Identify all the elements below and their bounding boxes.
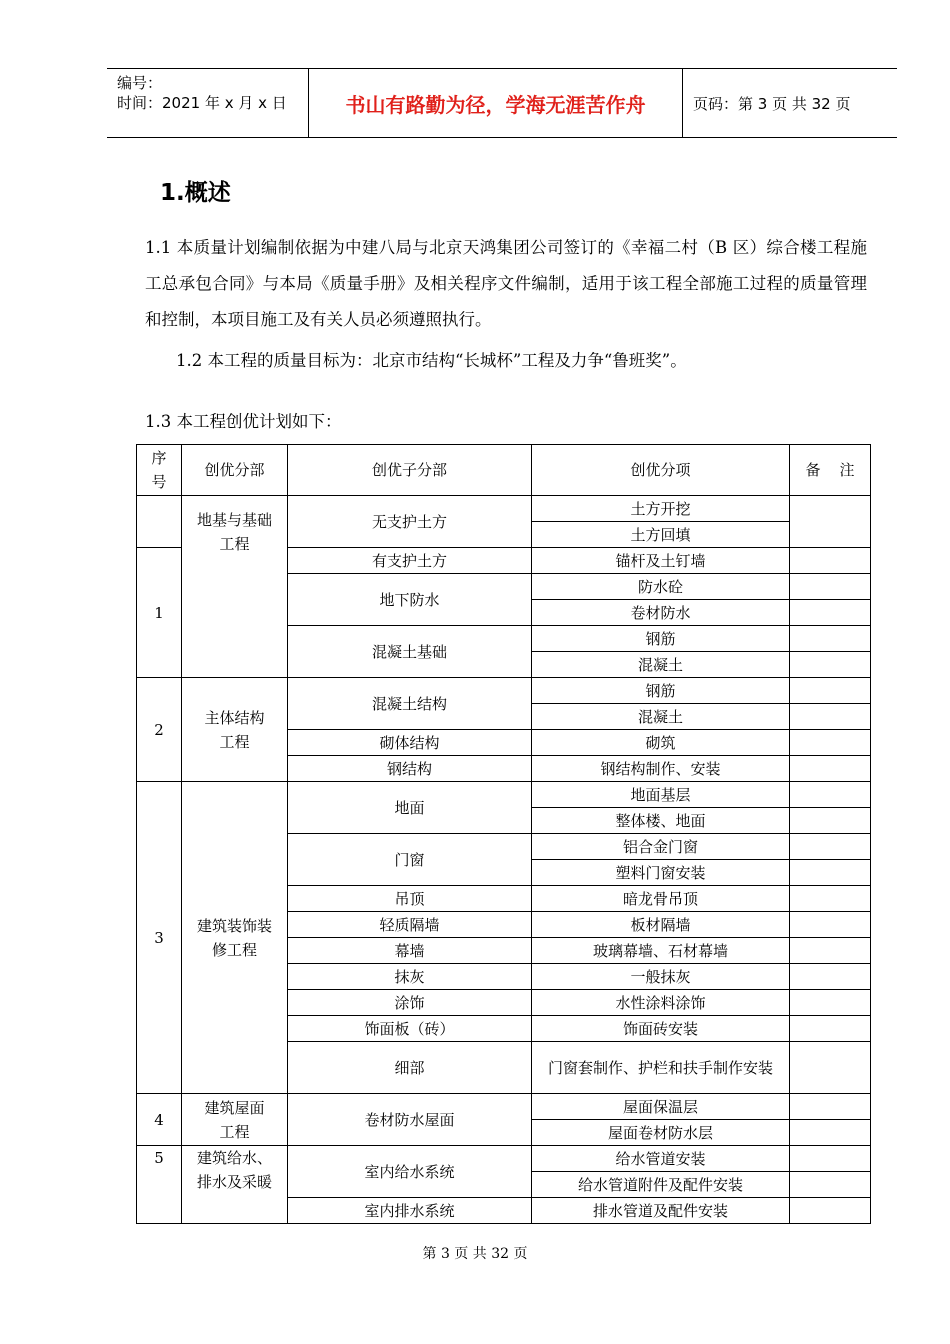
group-division xyxy=(182,782,288,1094)
item-cell: 排水管道及配件安装 xyxy=(532,1198,790,1224)
header-meta xyxy=(107,69,309,137)
remark-cell xyxy=(790,1016,871,1042)
subdivision-cell: 轻质隔墙 xyxy=(288,912,532,938)
time-label: 时间：2021 年 x 月 x 日 xyxy=(117,94,287,112)
remark-cell xyxy=(790,600,871,626)
remark-cell xyxy=(790,626,871,652)
subdivision-cell: 砌体结构 xyxy=(288,730,532,756)
group-no: 3 xyxy=(137,782,182,1094)
group-division xyxy=(182,1146,288,1224)
header-page-info: 页码：第 3 页 共 32 页 xyxy=(693,94,851,113)
group-no: 4 xyxy=(137,1094,182,1146)
remark-cell xyxy=(790,652,871,678)
division-label: 地基与基础工程 xyxy=(196,511,272,553)
subdivision-cell: 抹灰 xyxy=(288,964,532,990)
subdivision-cell: 混凝土结构 xyxy=(288,678,532,730)
item-cell: 玻璃幕墙、石材幕墙 xyxy=(532,938,790,964)
remark-cell xyxy=(790,1146,871,1172)
subdivision-cell: 细部 xyxy=(288,1042,532,1094)
division-label: 建筑给水、排水及采暖 xyxy=(196,1149,272,1191)
page-footer: 第 3 页 共 32 页 xyxy=(422,1246,528,1262)
table-row xyxy=(137,496,871,522)
item-cell: 一般抹灰 xyxy=(532,964,790,990)
item-cell: 锚杆及土钉墙 xyxy=(532,548,790,574)
paragraph-1-2: 1.2 本工程的质量目标为：北京市结构“长城杯”工程及力争“鲁班奖”。 xyxy=(176,351,687,370)
remark-cell xyxy=(790,990,871,1016)
item-cell: 板材隔墙 xyxy=(532,912,790,938)
item-cell: 铝合金门窗 xyxy=(532,834,790,860)
item-cell: 土方开挖 xyxy=(532,496,790,522)
item-cell: 混凝土 xyxy=(532,704,790,730)
division-label: 建筑装饰装修工程 xyxy=(196,916,272,959)
subdivision-cell: 室内排水系统 xyxy=(288,1198,532,1224)
paragraph-1-1: 1.1 本质量计划编制依据为中建八局与北京天鸿集团公司签订的《幸福二村（B 区）综合楼工程施工总承包合同》与本局《质量手册》及相关程序文件编制，适用于该工程全部施工过程的质量管理和控制，本项目施工及有关人员必须遵照执行。 xyxy=(145,238,867,329)
item-cell: 地面基层 xyxy=(532,782,790,808)
remark-cell xyxy=(790,782,871,808)
subdivision-cell: 饰面板（砖） xyxy=(288,1016,532,1042)
subdivision-cell: 钢结构 xyxy=(288,756,532,782)
group-division xyxy=(182,1094,288,1146)
item-cell: 卷材防水 xyxy=(532,600,790,626)
remark-cell xyxy=(790,1172,871,1198)
group-no: 2 xyxy=(137,678,182,782)
remark-cell xyxy=(790,730,871,756)
item-cell: 门窗套制作、护栏和扶手制作安装 xyxy=(532,1042,790,1094)
subdivision-cell: 混凝土基础 xyxy=(288,626,532,678)
table-row xyxy=(137,1146,871,1172)
group-no xyxy=(137,1146,182,1224)
item-cell: 饰面砖安装 xyxy=(532,1016,790,1042)
subdivision-cell: 吊顶 xyxy=(288,886,532,912)
division-label: 建筑屋面工程 xyxy=(204,1098,265,1141)
remark-cell xyxy=(790,964,871,990)
remark-cell xyxy=(790,678,871,704)
item-cell: 暗龙骨吊顶 xyxy=(532,886,790,912)
header-remark: 备 注 xyxy=(790,445,871,496)
header-no: 序号 xyxy=(137,445,182,496)
remark-cell xyxy=(790,1094,871,1120)
header-motto: 书山有路勤为径，学海无涯苦作舟 xyxy=(309,69,683,137)
header-item: 创优分项 xyxy=(532,445,790,496)
subdivision-cell: 门窗 xyxy=(288,834,532,886)
group-division xyxy=(182,496,288,678)
item-cell: 防水砼 xyxy=(532,574,790,600)
remark-cell xyxy=(790,834,871,860)
item-cell: 土方回填 xyxy=(532,522,790,548)
remark-cell xyxy=(790,808,871,834)
header-subdivision: 创优子分部 xyxy=(288,445,532,496)
subdivision-cell: 室内给水系统 xyxy=(288,1146,532,1198)
table-row xyxy=(137,678,871,704)
item-cell: 钢结构制作、安装 xyxy=(532,756,790,782)
subdivision-cell: 卷材防水屋面 xyxy=(288,1094,532,1146)
subdivision-cell: 幕墙 xyxy=(288,938,532,964)
item-cell: 混凝土 xyxy=(532,652,790,678)
table-row xyxy=(137,782,871,808)
division-label: 主体结构工程 xyxy=(204,708,265,751)
remark-cell xyxy=(790,886,871,912)
subdivision-cell: 有支护土方 xyxy=(288,548,532,574)
remark-cell xyxy=(790,574,871,600)
group-no: 1 xyxy=(137,548,182,678)
paragraph-1-3: 1.3 本工程创优计划如下： xyxy=(145,412,342,431)
remark-cell xyxy=(790,938,871,964)
item-cell: 给水管道安装 xyxy=(532,1146,790,1172)
subdivision-cell: 无支护土方 xyxy=(288,496,532,548)
remark-cell xyxy=(790,548,871,574)
subdivision-cell: 涂饰 xyxy=(288,990,532,1016)
table-header-row xyxy=(137,445,871,496)
section-title: 1.概述 xyxy=(160,180,231,206)
remark-cell xyxy=(790,860,871,886)
number-label: 编号： xyxy=(117,74,163,92)
item-cell: 屋面卷材防水层 xyxy=(532,1120,790,1146)
group-division xyxy=(182,678,288,782)
remark-cell xyxy=(790,1120,871,1146)
header-division: 创优分部 xyxy=(182,445,288,496)
item-cell: 钢筋 xyxy=(532,678,790,704)
remark-cell xyxy=(790,496,871,548)
item-cell: 钢筋 xyxy=(532,626,790,652)
item-cell: 水性涂料涂饰 xyxy=(532,990,790,1016)
quality-plan-table xyxy=(136,444,871,1224)
remark-cell xyxy=(790,1042,871,1094)
remark-cell xyxy=(790,1198,871,1224)
group-no-blank xyxy=(137,496,182,548)
page-header xyxy=(107,68,897,138)
item-cell: 整体楼、地面 xyxy=(532,808,790,834)
remark-cell xyxy=(790,704,871,730)
item-cell: 给水管道附件及配件安装 xyxy=(532,1172,790,1198)
table-row xyxy=(137,1094,871,1120)
subdivision-cell: 地下防水 xyxy=(288,574,532,626)
item-cell: 屋面保温层 xyxy=(532,1094,790,1120)
remark-cell xyxy=(790,756,871,782)
subdivision-cell: 地面 xyxy=(288,782,532,834)
item-cell: 塑料门窗安装 xyxy=(532,860,790,886)
group-no-label: 5 xyxy=(154,1149,164,1167)
remark-cell xyxy=(790,912,871,938)
item-cell: 砌筑 xyxy=(532,730,790,756)
